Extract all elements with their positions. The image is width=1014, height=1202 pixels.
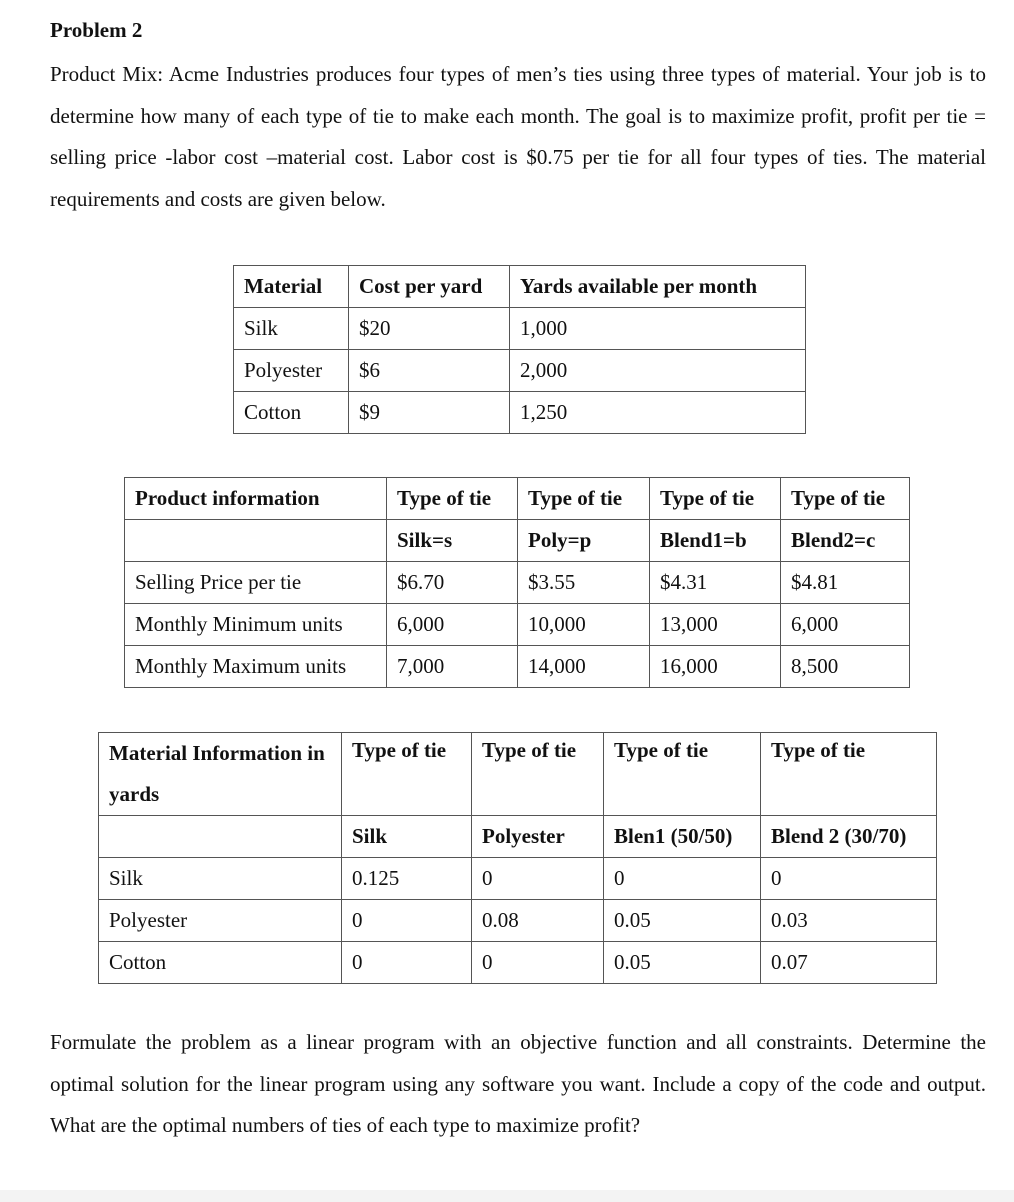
table-row: [99, 900, 937, 942]
cell: 0: [472, 942, 604, 984]
header-cell: Blend1=b: [650, 520, 781, 562]
cell: 0.05: [604, 900, 761, 942]
outro-paragraph: Formulate the problem as a linear program with an objective function and all constraints. Determine the optimal solution for the linear program using any software you want. Include a copy of the code and output. What are the optimal numbers of ties of each type to maximize profit?: [50, 1030, 986, 1137]
table-row: [234, 350, 806, 392]
header-cell: Type of tie: [342, 733, 472, 816]
table-row: [99, 858, 937, 900]
table-row: [234, 308, 806, 350]
intro-paragraph: Product Mix: Acme Industries produces four types of men’s ties using three types of material. Your job is to determine how many of each type of tie to make each month. The goal is to maximize profit, profit per tie = selling price -labor cost –material cost. Labor cost is $0.75 per tie for all four types of ties. The material requirements and costs are given below.: [50, 62, 986, 211]
cell: 0.125: [342, 858, 472, 900]
header-cell: Cost per yard: [349, 266, 510, 308]
product-info-table: [124, 477, 910, 688]
cell: 0: [472, 858, 604, 900]
header-cell: Yards available per month: [510, 266, 806, 308]
page-bottom-strip: [0, 1190, 1014, 1202]
header-cell: Type of tie: [650, 478, 781, 520]
cell: Cotton: [99, 942, 342, 984]
cell: $6: [349, 350, 510, 392]
cell: 0.03: [761, 900, 937, 942]
cell: $9: [349, 392, 510, 434]
cell: Monthly Minimum units: [125, 604, 387, 646]
header-cell: Blend2=c: [781, 520, 910, 562]
header-cell: Type of tie: [518, 478, 650, 520]
cell: $3.55: [518, 562, 650, 604]
table-row: [234, 392, 806, 434]
problem-title: Problem 2: [50, 18, 143, 42]
header-cell: Blend 2 (30/70): [761, 816, 937, 858]
header-cell: Poly=p: [518, 520, 650, 562]
header-cell: Type of tie: [604, 733, 761, 816]
cell: 1,250: [510, 392, 806, 434]
cell: 7,000: [387, 646, 518, 688]
cell: 0.08: [472, 900, 604, 942]
header-cell: Silk=s: [387, 520, 518, 562]
header-cell: Type of tie: [761, 733, 937, 816]
header-cell: Type of tie: [781, 478, 910, 520]
header-cell: [125, 520, 387, 562]
cell: $6.70: [387, 562, 518, 604]
header-cell: Polyester: [472, 816, 604, 858]
cell: 2,000: [510, 350, 806, 392]
cell: 10,000: [518, 604, 650, 646]
cell: 6,000: [387, 604, 518, 646]
header-cell: Type of tie: [472, 733, 604, 816]
cell: Polyester: [234, 350, 349, 392]
cell: 0: [761, 858, 937, 900]
header-cell: Blen1 (50/50): [604, 816, 761, 858]
table-header-row: [125, 478, 910, 520]
cell: Cotton: [234, 392, 349, 434]
cell: $20: [349, 308, 510, 350]
header-cell: Material: [234, 266, 349, 308]
table-subheader-row: [99, 816, 937, 858]
materials-table: [233, 265, 806, 434]
table-header-row: [234, 266, 806, 308]
header-cell: Type of tie: [387, 478, 518, 520]
cell: Silk: [234, 308, 349, 350]
cell: 0.05: [604, 942, 761, 984]
cell: $4.31: [650, 562, 781, 604]
cell: Monthly Maximum units: [125, 646, 387, 688]
cell: Selling Price per tie: [125, 562, 387, 604]
table-row: [125, 562, 910, 604]
cell: 14,000: [518, 646, 650, 688]
cell: 13,000: [650, 604, 781, 646]
header-cell: Silk: [342, 816, 472, 858]
table-row: [125, 604, 910, 646]
table-subheader-row: [125, 520, 910, 562]
cell: 0.07: [761, 942, 937, 984]
header-cell: Product information: [125, 478, 387, 520]
cell: 16,000: [650, 646, 781, 688]
cell: 0: [604, 858, 761, 900]
cell: 1,000: [510, 308, 806, 350]
cell: 8,500: [781, 646, 910, 688]
cell: Polyester: [99, 900, 342, 942]
table-row: [99, 942, 937, 984]
table-row: [125, 646, 910, 688]
cell: 0: [342, 942, 472, 984]
cell: 6,000: [781, 604, 910, 646]
header-cell: [99, 816, 342, 858]
table-header-row: [99, 733, 937, 816]
material-info-table: [98, 732, 937, 984]
cell: 0: [342, 900, 472, 942]
header-cell: Material Information in yards: [99, 733, 342, 816]
cell: $4.81: [781, 562, 910, 604]
cell: Silk: [99, 858, 342, 900]
